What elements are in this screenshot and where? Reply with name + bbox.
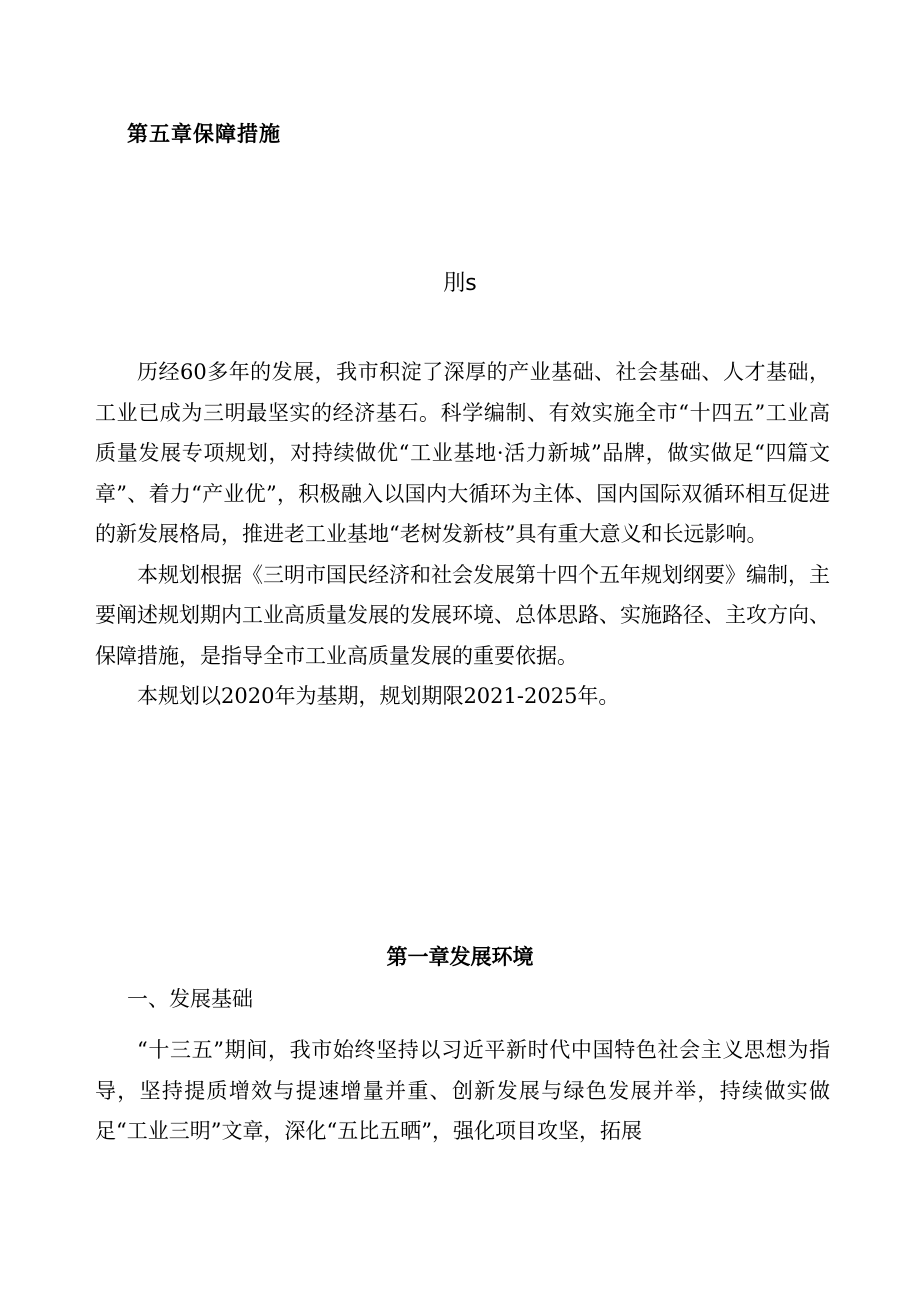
chapter-five-heading: 第五章保障措施 <box>127 122 281 146</box>
intro-body <box>95 352 830 717</box>
intro-paragraph: 历经60多年的发展，我市积淀了深厚的产业基础、社会基础、人才基础，工业已成为三明最坚实的经济基石。科学编制、有效实施全市“十四五”工业高质量发展专项规划，对持续做优“工业基地·活力新城”品牌，做实做足“四篇文章”、着力“产业优”，积极融入以国内大循环为主体、国内国际双循环相互促进的新发展格局，推进老工业基地“老树发新枝”具有重大意义和长远影响。 <box>95 360 830 546</box>
intro-paragraph: 本规划根据《三明市国民经济和社会发展第十四个五年规划纲要》编制，主要阐述规划期内工业高质量发展的发展环境、总体思路、实施路径、主攻方向、保障措施，是指导全市工业高质量发展的重要依据。 <box>95 562 830 668</box>
preface-heading: 刖s <box>443 271 477 296</box>
chapter-one-body <box>95 1030 830 1152</box>
section-one-heading: 一、发展基础 <box>127 987 253 1011</box>
intro-paragraph: 本规划以2020年为基期，规划期限2021-2025年。 <box>137 684 620 708</box>
chapter-one-heading: 第一章发展环境 <box>386 945 534 969</box>
chapter-one-paragraph: “十三五”期间，我市始终坚持以习近平新时代中国特色社会主义思想为指导，坚持提质增效与提速增量并重、创新发展与绿色发展并举，持续做实做足“工业三明”文章，深化“五比五晒”，强化项目攻坚，拓展 <box>95 1038 830 1143</box>
